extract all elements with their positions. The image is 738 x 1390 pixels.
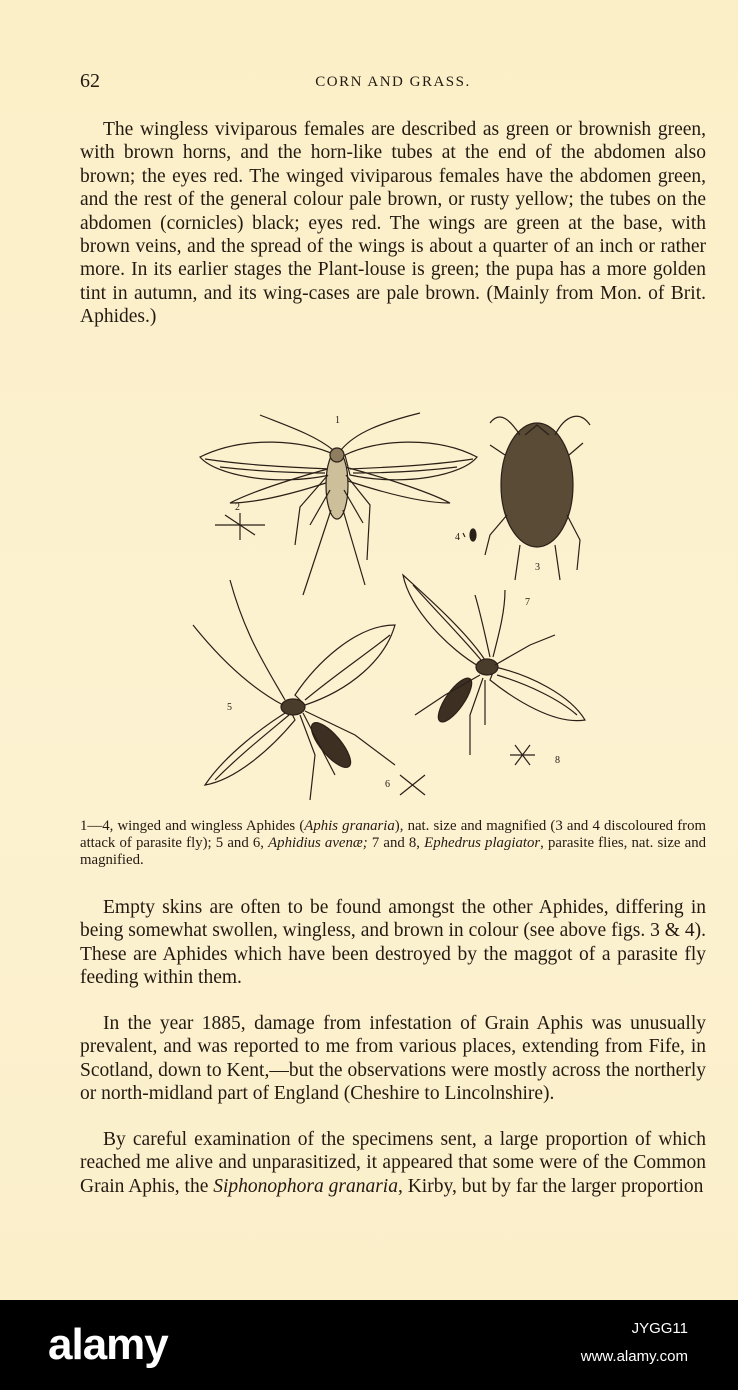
insect-engravings [185, 395, 605, 810]
page-number: 62 [80, 70, 100, 92]
figure-label-6: 6 [385, 779, 390, 790]
ephedrus-natural-size [510, 745, 535, 765]
image-id: JYGG11 [631, 1320, 688, 1337]
paragraph-description: The wingless viviparous females are described as green or brownish green, with brown horns, and the horn-like tubes at the end of the abdomen also brown; the eyes red. The winged viviparous females have the abdomen green, and the rest of the general colour pale brown, or rusty yellow; the tubes on the abdomen (cornicles) black; eyes red. The wings are green at the base, with brown veins, and the spread of the wings is about a quarter of an inch or rather more. In its earlier stages the Plant-louse is green; the pupa has a more golden tint in autumn, and its wing-cases are pale brown. (Mainly from Mon. of Brit. Aphides.) [80, 119, 706, 328]
aphidius-natural-size [400, 775, 425, 795]
paragraph-empty-skins: Empty skins are often to be found amongst the other Aphides, differing in being somewhat swollen, wingless, and brown in colour (see above figs. 3 & 4). These are Aphides which have been destroyed by the maggot of a parasite fly feeding within them. [80, 897, 706, 989]
alamy-logo: alamy [48, 1320, 168, 1369]
figure-label-2: 2 [235, 502, 240, 513]
figure-label-5: 5 [227, 702, 232, 713]
figure-label-8: 8 [555, 755, 560, 766]
wingless-aphid-drawing [485, 416, 590, 580]
running-head: CORN AND GRASS. [315, 74, 471, 90]
aphid-natural-size [215, 513, 265, 540]
figure-label-3: 3 [535, 562, 540, 573]
paragraph-examination: By careful examination of the specimens sent, a large proportion of which reached me alive and unparasitized, it appeared that some were of the Common Grain Aphis, the Siphonophora granaria, Kirby, but by far the larger proportion [80, 1129, 706, 1197]
aphidius-fly-drawing [193, 580, 395, 800]
wingless-aphid-natural-size [463, 529, 476, 541]
paragraph-1885: In the year 1885, damage from infestation of Grain Aphis was unusually prevalent, and was reported to me from various places, extending from Fife, in Scotland, down to Kent,—but the observations were mostly across the northerly or north-midland part of England (Cheshire to Lincolnshire). [80, 1013, 706, 1105]
figure-label-7: 7 [525, 597, 530, 608]
watermark-bar [0, 1300, 738, 1390]
figure-label-4: 4 [455, 532, 460, 543]
figure-caption: 1—4, winged and wingless Aphides (Aphis granaria), nat. size and magnified (3 and 4 discoloured from attack of parasite fly); 5 and 6, Aphidius avenæ; 7 and 8, Ephedrus plagiator, parasite flies, nat. size and magnified. [80, 818, 706, 868]
insect-figure [185, 395, 605, 810]
winged-aphid-drawing [200, 413, 477, 595]
ephedrus-fly-drawing [403, 575, 585, 755]
page-header [80, 70, 706, 100]
website-url[interactable]: www.alamy.com [580, 1348, 688, 1365]
figure-label-1: 1 [335, 415, 340, 426]
